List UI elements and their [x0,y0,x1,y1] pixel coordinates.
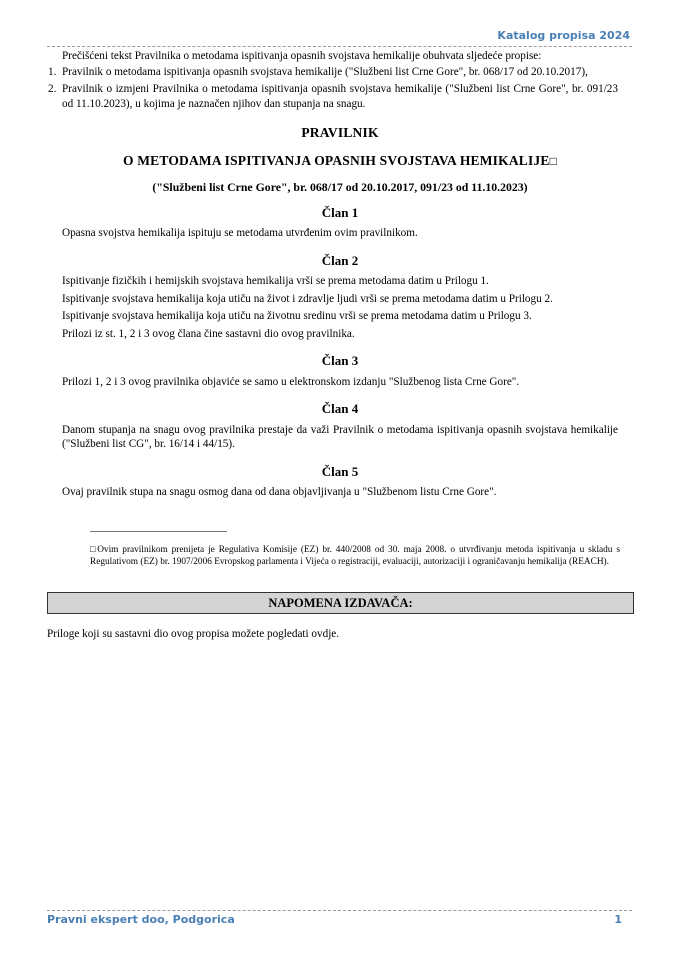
company-name: Pravni ekspert doo, Podgorica [47,913,235,926]
gazette-reference: ("Službeni list Crne Gore", br. 068/17 od 20.10.2017, 091/23 od 11.10.2023) [152,180,528,194]
footnote-marker[interactable]: □ [549,153,558,168]
page-number: 1 [614,913,622,926]
page-header [47,28,632,47]
article-paragraph: Ispitivanje svojstava hemikalija koja utiču na život i zdravlje ljudi vrši se prema metodama datim u Prilogu 2. [62,292,553,305]
article-heading: Član 1 [321,204,359,220]
subtitle-text: O METODAMA ISPITIVANJA OPASNIH SVOJSTAVA HEMIKALIJE [122,152,550,168]
article-paragraph: Ovaj pravilnik stupa na snagu osmog dana od dana objavljivanja u "Službenom listu Crne Gore". [62,486,497,498]
article-paragraph: Ispitivanje fizičkih i hemijskih svojstava hemikalija vrši se prema metodama datim u Prilogu 1. [62,275,489,287]
document-body [48,49,618,500]
footnote [90,545,620,568]
article-paragraph: Prilozi iz st. 1, 2 i 3 ovog člana čine sastavni dio ovog pravilnika. [62,327,355,340]
list-item: 1. Pravilnik o metodama ispitivanja opasnih svojstava hemikalije ("Službeni list Crne Gore", br. 068/17 od 20.10.2017), [62,65,618,80]
catalog-label: Katalog propisa 2024 [497,29,630,42]
article-heading: Član 4 [321,401,359,416]
list-item: 2. Pravilnik o izmjeni Pravilnika o metodama ispitivanja opasnih svojstava hemikalije ("Službeni list Crne Gore", br. 091/23 od 11.10.2023), u kojima je naznačen njihov dan stupanja na snagu. [48,83,618,110]
article-heading: Član 3 [321,353,359,368]
article-paragraph: Opasna svojstva hemikalija ispituju se metodama utvrđenim ovim pravilnikom. [62,227,418,239]
intro-text: Prečišćeni tekst Pravilnika o metodama ispitivanja opasnih svojstava hemikalije obuhvata sljedeće propise: [62,50,542,62]
page-footer [47,910,632,931]
document-title: PRAVILNIK [301,125,379,140]
document-subtitle [62,154,618,169]
publisher-note-heading: NAPOMENA IZDAVAČA: [47,592,634,614]
list-text: Pravilnik o izmjeni Pravilnika o metodama ispitivanja opasnih svojstava hemikalije ("Službeni list Crne Gore", br. 091/23 od 11.10.2023), u kojima je naznačen njihov dan stupanja na snagu. [62,83,618,110]
footnote-text: Ovim pravilnikom prenijeta je Regulativa Komisije (EZ) br. 440/2008 od 30. maja 2008. o utvrđivanju metoda ispitivanja u skladu s Regulativom (EZ) br. 1907/2006 Evropskog parlamenta i Vijeća o registraciji, evaluaciji, autorizaciji i ograničavanju hemikalija (REACH). [90,545,620,567]
article-paragraph: Danom stupanja na snagu ovog pravilnika prestaje da važi Pravilnik o metodama ispitivanja opasnih svojstava hemikalije ("Službeni list CG", br. 16/14 i 44/15). [62,423,618,450]
publisher-note-text[interactable]: Priloge koji su sastavni dio ovog propisa možete pogledati ovdje. [47,628,340,640]
footnote-marker: □ [90,545,98,555]
article-paragraph: Prilozi 1, 2 i 3 ovog pravilnika objaviće se samo u elektronskom izdanju "Službenog lista Crne Gore". [62,375,520,388]
footnote-divider [90,531,227,532]
article-heading: Član 5 [321,463,359,479]
article-heading: Član 2 [321,252,359,268]
list-text: Pravilnik o metodama ispitivanja opasnih svojstava hemikalije ("Službeni list Crne Gore", br. 068/17 od 20.10.2017), [62,65,588,78]
article-paragraph: Ispitivanje svojstava hemikalija koja utiču na životnu sredinu vrši se prema metodama datim u Prilogu 3. [62,310,532,322]
